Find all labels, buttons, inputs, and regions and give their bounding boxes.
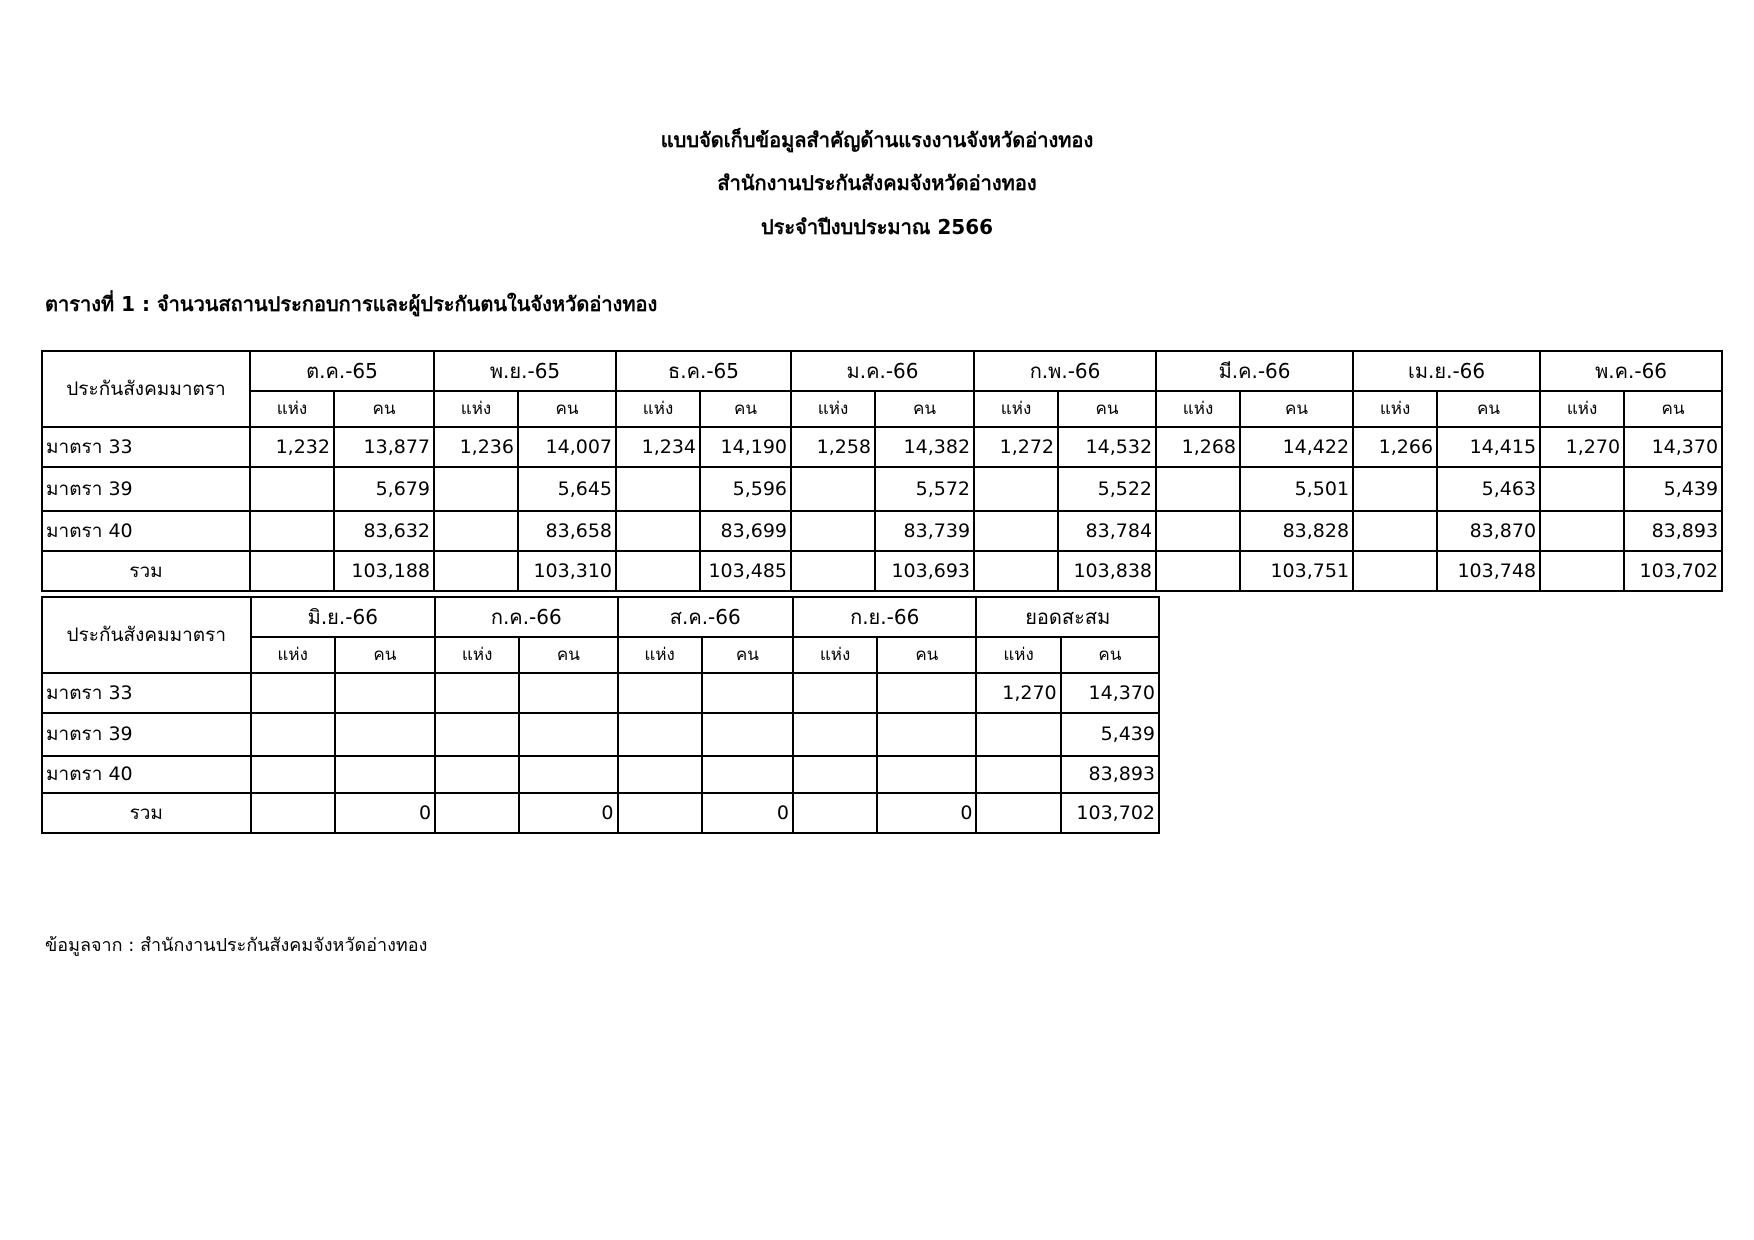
persons-cell: 5,645 bbox=[518, 467, 616, 511]
unit-persons-header: คน bbox=[700, 391, 791, 427]
persons-cell: 0 bbox=[335, 793, 435, 833]
persons-cell: 83,699 bbox=[700, 511, 791, 551]
places-cell bbox=[793, 756, 877, 793]
month-header: มี.ค.-66 bbox=[1156, 351, 1353, 391]
unit-places-header: แห่ง bbox=[974, 391, 1058, 427]
month-header-row bbox=[42, 351, 1722, 391]
persons-cell bbox=[335, 756, 435, 793]
unit-places-header: แห่ง bbox=[618, 637, 702, 673]
table-row-section-39 bbox=[42, 713, 1159, 756]
persons-cell: 14,370 bbox=[1624, 427, 1722, 467]
document-subtitle-fiscal-year: ประจำปีงบประมาณ 2566 bbox=[760, 215, 994, 239]
places-cell: 1,266 bbox=[1353, 427, 1437, 467]
persons-cell: 103,485 bbox=[700, 551, 791, 591]
persons-cell: 5,679 bbox=[334, 467, 434, 511]
table-caption: ตารางที่ 1 : จำนวนสถานประกอบการและผู้ประกันตนในจังหวัดอ่างทอง bbox=[45, 292, 658, 316]
places-cell bbox=[618, 713, 702, 756]
places-cell bbox=[251, 673, 335, 713]
table-row-section-40 bbox=[42, 511, 1722, 551]
month-header: มิ.ย.-66 bbox=[251, 597, 436, 637]
persons-cell: 5,596 bbox=[700, 467, 791, 511]
persons-cell bbox=[519, 756, 617, 793]
unit-persons-header: คน bbox=[334, 391, 434, 427]
persons-cell: 103,188 bbox=[334, 551, 434, 591]
places-cell bbox=[434, 467, 518, 511]
persons-cell: 5,522 bbox=[1058, 467, 1156, 511]
column-header-label: ประกันสังคมมาตรา bbox=[42, 597, 251, 673]
unit-persons-header: คน bbox=[1437, 391, 1540, 427]
places-cell bbox=[1353, 551, 1437, 591]
table-row-section-40 bbox=[42, 756, 1159, 793]
persons-cell bbox=[335, 713, 435, 756]
persons-cell: 103,748 bbox=[1437, 551, 1540, 591]
document-subtitle-office: สำนักงานประกันสังคมจังหวัดอ่างทอง bbox=[717, 171, 1037, 195]
cumulative-persons-cell: 5,439 bbox=[1061, 713, 1159, 756]
places-cell bbox=[1353, 467, 1437, 511]
places-cell bbox=[1540, 467, 1624, 511]
places-cell bbox=[251, 793, 335, 833]
persons-cell: 83,632 bbox=[334, 511, 434, 551]
places-cell bbox=[250, 467, 334, 511]
places-cell bbox=[791, 467, 875, 511]
places-cell: 1,268 bbox=[1156, 427, 1240, 467]
month-header: เม.ย.-66 bbox=[1353, 351, 1540, 391]
row-label: มาตรา 40 bbox=[42, 511, 250, 551]
document-title: แบบจัดเก็บข้อมูลสำคัญด้านแรงงานจังหวัดอ่างทอง bbox=[660, 128, 1094, 152]
persons-cell: 14,415 bbox=[1437, 427, 1540, 467]
table-row-total bbox=[42, 793, 1159, 833]
row-label: มาตรา 39 bbox=[42, 467, 250, 511]
month-header: ก.ย.-66 bbox=[793, 597, 976, 637]
persons-cell: 83,828 bbox=[1240, 511, 1353, 551]
unit-places-header: แห่ง bbox=[791, 391, 875, 427]
places-cell bbox=[791, 511, 875, 551]
month-header: ม.ค.-66 bbox=[791, 351, 974, 391]
column-header-label: ประกันสังคมมาตรา bbox=[42, 351, 250, 427]
persons-cell: 5,572 bbox=[875, 467, 974, 511]
unit-persons-header: คน bbox=[702, 637, 793, 673]
persons-cell: 103,693 bbox=[875, 551, 974, 591]
places-cell bbox=[618, 673, 702, 713]
persons-cell bbox=[519, 713, 617, 756]
month-header-row bbox=[42, 597, 1159, 637]
places-cell: 1,236 bbox=[434, 427, 518, 467]
persons-cell bbox=[877, 756, 976, 793]
places-cell bbox=[793, 713, 877, 756]
places-cell bbox=[974, 551, 1058, 591]
persons-cell bbox=[877, 673, 976, 713]
places-cell bbox=[434, 511, 518, 551]
month-header: ส.ค.-66 bbox=[618, 597, 793, 637]
places-cell bbox=[435, 713, 519, 756]
unit-places-header: แห่ง bbox=[1156, 391, 1240, 427]
month-header: ก.พ.-66 bbox=[974, 351, 1156, 391]
unit-places-header: แห่ง bbox=[1540, 391, 1624, 427]
persons-cell bbox=[335, 673, 435, 713]
unit-places-header: แห่ง bbox=[793, 637, 877, 673]
persons-cell: 0 bbox=[877, 793, 976, 833]
unit-persons-header: คน bbox=[519, 637, 617, 673]
places-cell bbox=[974, 467, 1058, 511]
places-cell bbox=[1156, 511, 1240, 551]
places-cell bbox=[250, 551, 334, 591]
unit-places-header: แห่ง bbox=[250, 391, 334, 427]
places-cell bbox=[618, 793, 702, 833]
places-cell bbox=[793, 793, 877, 833]
row-label: มาตรา 33 bbox=[42, 427, 250, 467]
places-cell bbox=[434, 551, 518, 591]
unit-places-header: แห่ง bbox=[616, 391, 700, 427]
cumulative-places-cell: 1,270 bbox=[976, 673, 1060, 713]
row-label-total: รวม bbox=[42, 793, 251, 833]
cumulative-places-cell bbox=[976, 756, 1060, 793]
places-cell: 1,232 bbox=[250, 427, 334, 467]
places-cell bbox=[616, 511, 700, 551]
persons-cell: 0 bbox=[702, 793, 793, 833]
persons-cell: 83,658 bbox=[518, 511, 616, 551]
persons-cell: 13,877 bbox=[334, 427, 434, 467]
persons-cell: 103,838 bbox=[1058, 551, 1156, 591]
unit-places-header: แห่ง bbox=[435, 637, 519, 673]
unit-persons-header: คน bbox=[1240, 391, 1353, 427]
unit-places-header: แห่ง bbox=[1353, 391, 1437, 427]
persons-cell: 5,463 bbox=[1437, 467, 1540, 511]
persons-cell: 14,382 bbox=[875, 427, 974, 467]
persons-cell: 83,870 bbox=[1437, 511, 1540, 551]
places-cell bbox=[251, 713, 335, 756]
cumulative-places-cell bbox=[976, 713, 1060, 756]
unit-persons-header: คน bbox=[875, 391, 974, 427]
insurance-table-jun-sep-cumulative bbox=[41, 596, 1160, 834]
cumulative-persons-cell: 83,893 bbox=[1061, 756, 1159, 793]
unit-header-row bbox=[42, 391, 1722, 427]
month-header: ธ.ค.-65 bbox=[616, 351, 791, 391]
places-cell bbox=[251, 756, 335, 793]
places-cell bbox=[435, 756, 519, 793]
unit-places-header: แห่ง bbox=[976, 637, 1060, 673]
persons-cell: 83,893 bbox=[1624, 511, 1722, 551]
places-cell bbox=[250, 511, 334, 551]
row-label-total: รวม bbox=[42, 551, 250, 591]
month-header: พ.ค.-66 bbox=[1540, 351, 1722, 391]
places-cell bbox=[1156, 551, 1240, 591]
places-cell: 1,234 bbox=[616, 427, 700, 467]
places-cell bbox=[1156, 467, 1240, 511]
persons-cell: 103,751 bbox=[1240, 551, 1353, 591]
places-cell bbox=[974, 511, 1058, 551]
table-row-section-33 bbox=[42, 673, 1159, 713]
persons-cell: 5,439 bbox=[1624, 467, 1722, 511]
persons-cell bbox=[702, 673, 793, 713]
cumulative-persons-cell: 103,702 bbox=[1061, 793, 1159, 833]
persons-cell bbox=[702, 713, 793, 756]
places-cell bbox=[616, 467, 700, 511]
persons-cell: 5,501 bbox=[1240, 467, 1353, 511]
month-header: ต.ค.-65 bbox=[250, 351, 434, 391]
places-cell bbox=[435, 673, 519, 713]
row-label: มาตรา 33 bbox=[42, 673, 251, 713]
persons-cell: 83,739 bbox=[875, 511, 974, 551]
places-cell bbox=[435, 793, 519, 833]
persons-cell: 14,190 bbox=[700, 427, 791, 467]
places-cell bbox=[616, 551, 700, 591]
persons-cell bbox=[877, 713, 976, 756]
persons-cell: 103,310 bbox=[518, 551, 616, 591]
persons-cell: 14,532 bbox=[1058, 427, 1156, 467]
cumulative-persons-cell: 14,370 bbox=[1061, 673, 1159, 713]
places-cell bbox=[791, 551, 875, 591]
places-cell bbox=[618, 756, 702, 793]
unit-persons-header: คน bbox=[1624, 391, 1722, 427]
persons-cell: 14,007 bbox=[518, 427, 616, 467]
unit-persons-header: คน bbox=[1058, 391, 1156, 427]
row-label: มาตรา 39 bbox=[42, 713, 251, 756]
persons-cell: 83,784 bbox=[1058, 511, 1156, 551]
cumulative-places-cell bbox=[976, 793, 1060, 833]
unit-persons-header: คน bbox=[518, 391, 616, 427]
unit-persons-header: คน bbox=[1061, 637, 1159, 673]
persons-cell bbox=[702, 756, 793, 793]
unit-places-header: แห่ง bbox=[251, 637, 335, 673]
unit-places-header: แห่ง bbox=[434, 391, 518, 427]
places-cell: 1,258 bbox=[791, 427, 875, 467]
unit-persons-header: คน bbox=[877, 637, 976, 673]
persons-cell: 103,702 bbox=[1624, 551, 1722, 591]
persons-cell bbox=[519, 673, 617, 713]
row-label: มาตรา 40 bbox=[42, 756, 251, 793]
table-row-section-33 bbox=[42, 427, 1722, 467]
places-cell: 1,272 bbox=[974, 427, 1058, 467]
unit-persons-header: คน bbox=[335, 637, 435, 673]
insurance-table-oct-may bbox=[41, 350, 1723, 592]
table-row-section-39 bbox=[42, 467, 1722, 511]
source-note: ข้อมูลจาก : สำนักงานประกันสังคมจังหวัดอ่างทอง bbox=[45, 935, 428, 956]
places-cell bbox=[793, 673, 877, 713]
cumulative-header: ยอดสะสม bbox=[976, 597, 1159, 637]
places-cell bbox=[1540, 551, 1624, 591]
month-header: พ.ย.-65 bbox=[434, 351, 616, 391]
persons-cell: 14,422 bbox=[1240, 427, 1353, 467]
places-cell bbox=[1540, 511, 1624, 551]
places-cell: 1,270 bbox=[1540, 427, 1624, 467]
persons-cell: 0 bbox=[519, 793, 617, 833]
places-cell bbox=[1353, 511, 1437, 551]
month-header: ก.ค.-66 bbox=[435, 597, 617, 637]
table-row-total bbox=[42, 551, 1722, 591]
